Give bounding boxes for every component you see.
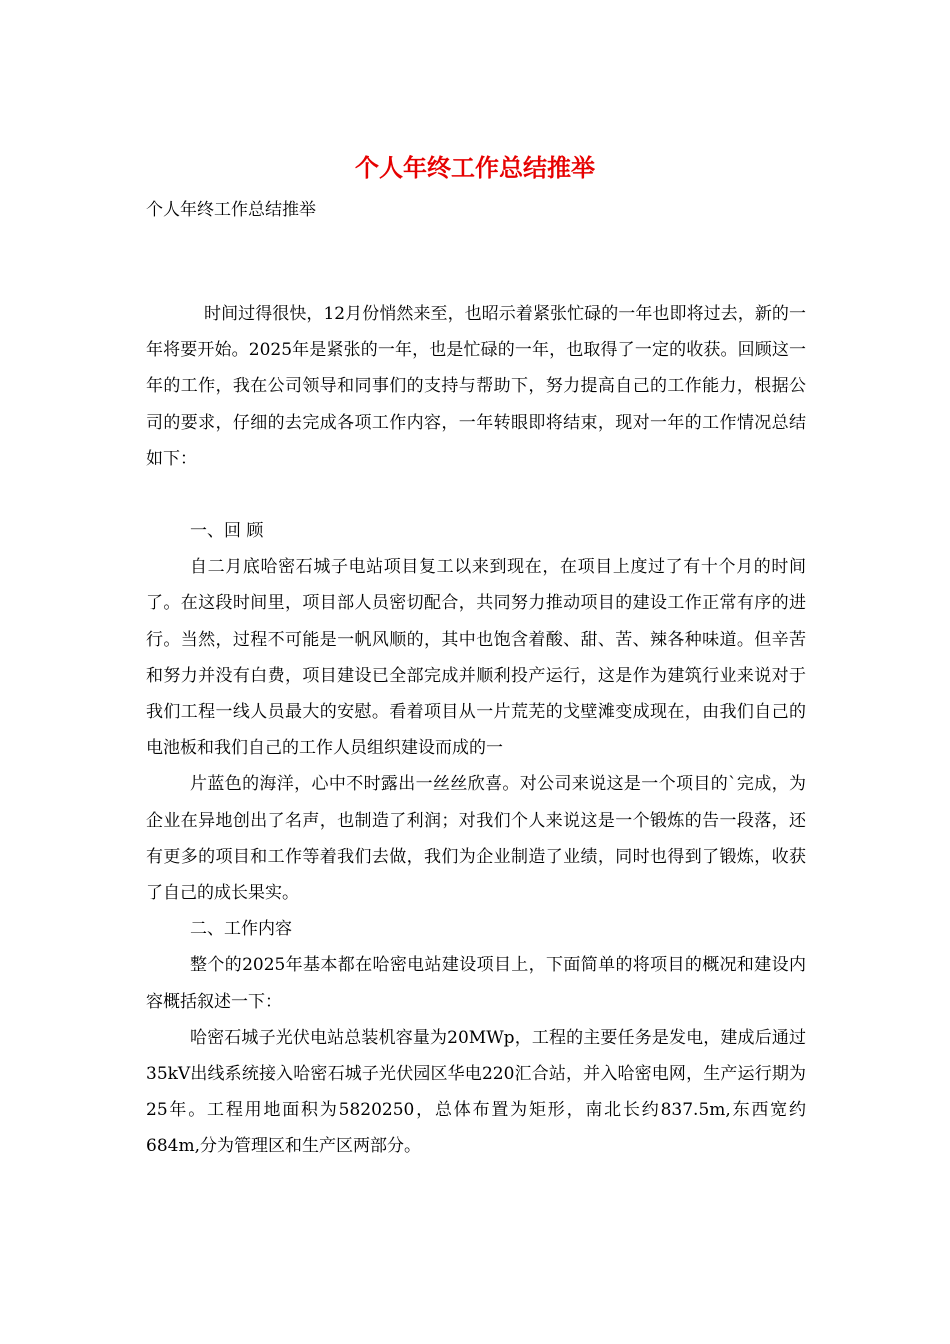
section-heading-review: 一、回 顾	[190, 521, 264, 542]
intro-paragraph: 时间过得很快，12月份悄然来至，也昭示着紧张忙碌的一年也即将过去，新的一年将要开始。2025年是紧张的一年，也是忙碌的一年，也取得了一定的收获。回顾这一年的工作，我在公司领导和同事们的支持与帮助下，努力提高自己的工作能力，根据公司的要求，仔细的去完成各项工作内容，一年转眼即将结束，现对一年的工作情况总结如下：	[146, 304, 806, 469]
review-paragraph-continued: 片蓝色的海洋，心中不时露出一丝丝欣喜。对公司来说这是一个项目的`完成，为企业在异地创出了名声，也制造了利润；对我们个人来说这是一个锻炼的告一段落，还有更多的项目和工作等着我们去做，我们为企业制造了业绩，同时也得到了锻炼，收获了自己的成长果实。	[146, 774, 806, 904]
document-subtitle: 个人年终工作总结推举	[146, 200, 316, 220]
review-paragraph: 自二月底哈密石城子电站项目复工以来到现在，在项目上度过了有十个月的时间了。在这段时间里，项目部人员密切配合，共同努力推动项目的建设工作正常有序的进行。当然，过程不可能是一帆风顺的，其中也饱含着酸、甜、苦、辣各种味道。但辛苦和努力并没有白费，项目建设已全部完成并顺利投产运行，这是作为建筑行业来说对于我们工程一线人员最大的安慰。看着项目从一片荒芜的戈壁滩变成现在，由我们自己的电池板和我们自己的工作人员组织建设而成的一	[146, 557, 806, 759]
document-title: 个人年终工作总结推举	[355, 153, 595, 182]
paragraph-spacer	[146, 477, 806, 513]
section-heading-work-content: 二、工作内容	[190, 919, 292, 940]
document-body	[146, 296, 806, 1165]
project-overview-paragraph: 哈密石城子光伏电站总装机容量为20MWp，工程的主要任务是发电，建成后通过35kV出线系统接入哈密石城子光伏园区华电220汇合站，并入哈密电网，生产运行期为25年。工程用地面积为5820250，总体布置为矩形，南北长约837.5m,东西宽约684m,分为管理区和生产区两部分。	[146, 1027, 806, 1157]
work-content-intro-paragraph: 整个的2025年基本都在哈密电站建设项目上，下面简单的将项目的概况和建设内容概括叙述一下：	[146, 955, 806, 1012]
